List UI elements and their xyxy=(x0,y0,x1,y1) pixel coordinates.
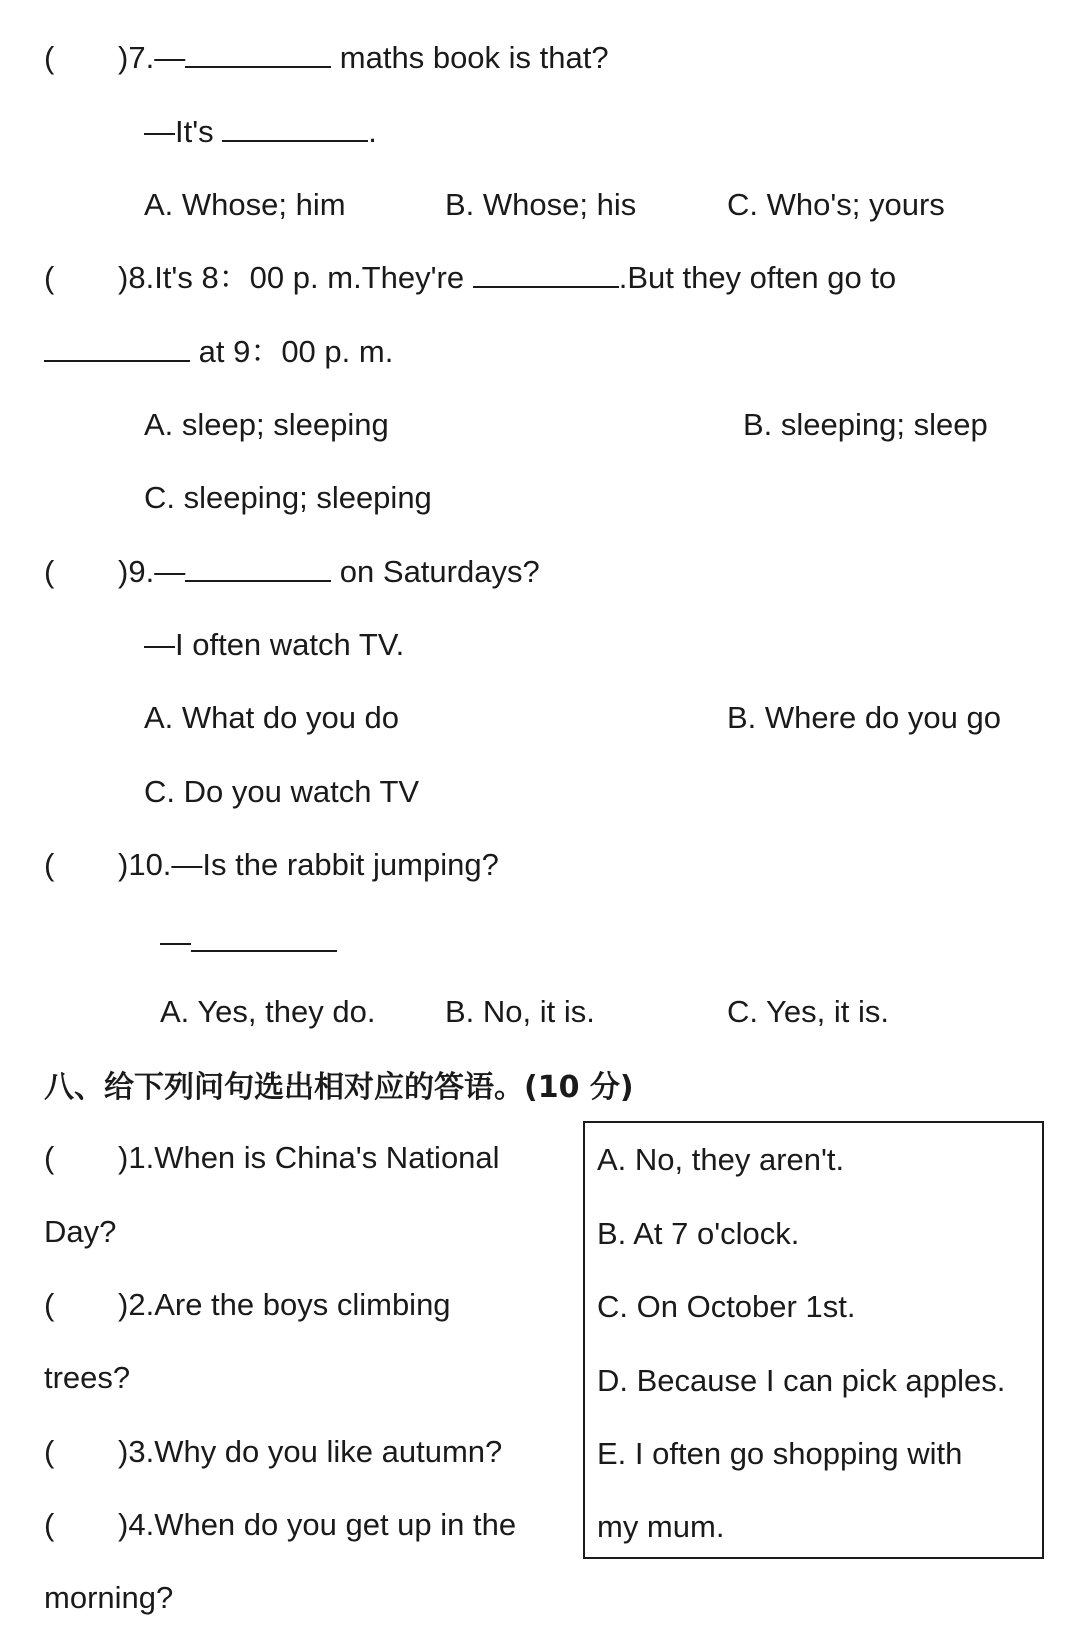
section-heading: 八、给下列问句选出相对应的答语。(10 分) xyxy=(44,1070,634,1105)
answer-paren: ( xyxy=(44,40,55,75)
question-7-answer: —It's . xyxy=(144,114,377,149)
option-b: B. sleeping; sleep xyxy=(743,407,988,442)
option-c: C. Who's; yours xyxy=(727,187,945,222)
question-10-answer: — xyxy=(160,922,337,962)
fill-blank xyxy=(44,334,190,362)
question-9-answer: —I often watch TV. xyxy=(144,627,405,662)
answer-a: A. No, they aren't. xyxy=(597,1142,845,1177)
fill-blank xyxy=(222,114,368,142)
option-a: A. What do you do xyxy=(144,700,400,735)
answer-paren: ( xyxy=(44,1287,55,1322)
option-b: B. No, it is. xyxy=(445,994,595,1029)
answer-e: E. I often go shopping with xyxy=(597,1436,963,1471)
option-c: C. Yes, it is. xyxy=(727,994,889,1029)
fill-blank xyxy=(185,554,331,582)
option-b: B. Whose; his xyxy=(445,187,637,222)
answers-box xyxy=(583,1121,1044,1559)
fill-blank xyxy=(473,260,619,288)
answer-e-cont: my mum. xyxy=(597,1509,725,1544)
option-a: A. Whose; him xyxy=(144,187,346,222)
answer-paren: ( xyxy=(44,847,55,882)
option-c: C. sleeping; sleeping xyxy=(144,480,432,515)
fill-blank xyxy=(185,40,331,68)
option-a: A. sleep; sleeping xyxy=(144,407,389,442)
answer-paren: ( xyxy=(44,1140,55,1175)
match-question-1-cont: Day? xyxy=(44,1214,117,1249)
answer-paren: ( xyxy=(44,554,55,589)
answer-c: C. On October 1st. xyxy=(597,1289,856,1324)
match-question-4-cont: morning? xyxy=(44,1580,174,1615)
answer-paren: ( xyxy=(44,1434,55,1469)
question-text: )10.—Is the rabbit jumping? xyxy=(118,847,499,882)
question-text: )9.— on Saturdays? xyxy=(118,554,540,589)
answer-d: D. Because I can pick apples. xyxy=(597,1363,1006,1398)
option-b: B. Where do you go xyxy=(727,700,1001,735)
question-text: )7.— maths book is that? xyxy=(118,40,609,75)
answer-paren: ( xyxy=(44,260,55,295)
answer-b: B. At 7 o'clock. xyxy=(597,1216,800,1251)
answer-paren: ( xyxy=(44,1507,55,1542)
option-a: A. Yes, they do. xyxy=(160,994,376,1029)
question-8-cont: at 9：00 p. m. xyxy=(44,332,393,372)
option-c: C. Do you watch TV xyxy=(144,774,420,809)
question-text: )8.It's 8：00 p. m.They're .But they often go to xyxy=(118,260,897,295)
match-question-2-cont: trees? xyxy=(44,1360,131,1395)
fill-blank xyxy=(191,924,337,952)
